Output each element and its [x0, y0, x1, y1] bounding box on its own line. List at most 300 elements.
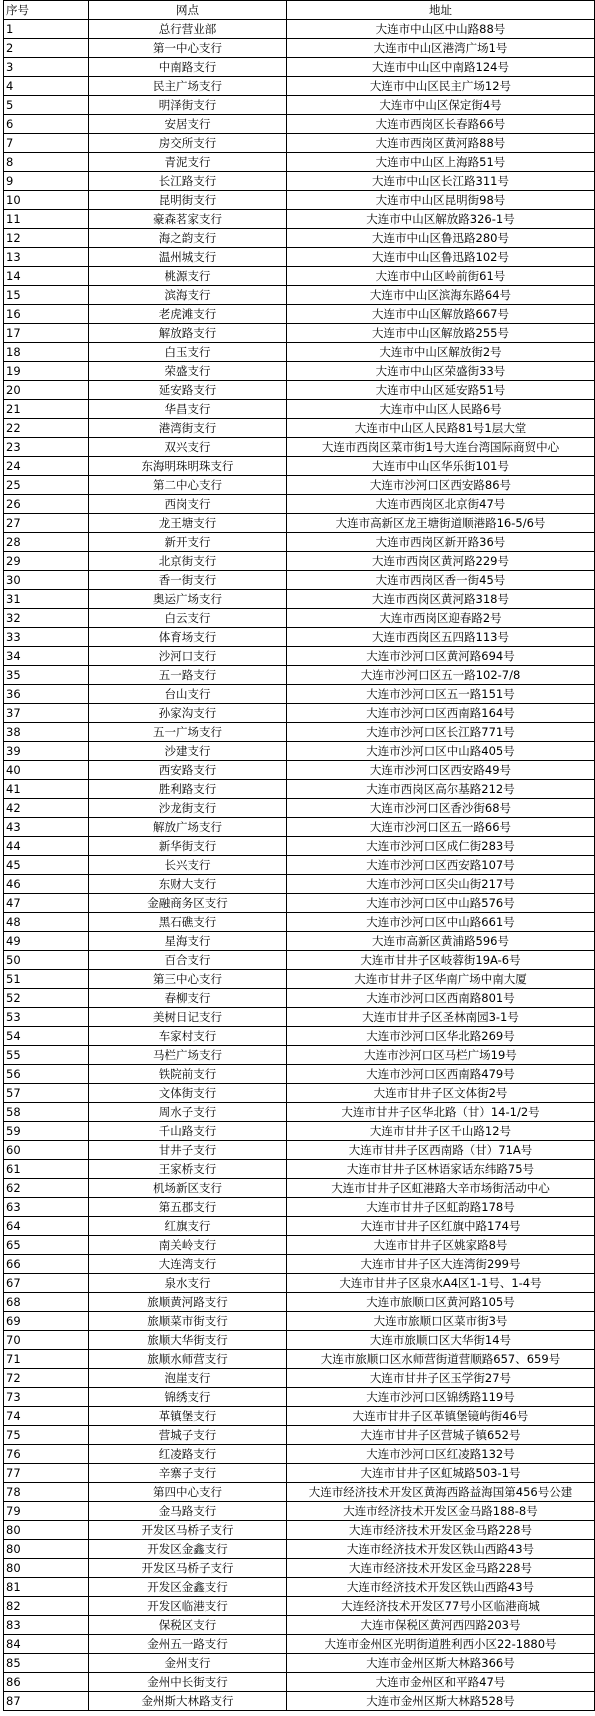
- row-number: 35: [4, 666, 89, 685]
- row-number: 67: [4, 1274, 89, 1293]
- table-row: [4, 305, 595, 324]
- outlet-name: 开发区马桥子支行: [89, 1521, 287, 1540]
- row-number: 65: [4, 1236, 89, 1255]
- row-number: 80: [4, 1540, 89, 1559]
- row-number: 38: [4, 723, 89, 742]
- outlet-name: 海之韵支行: [89, 229, 287, 248]
- outlet-address: 大连市沙河口区西安路49号: [287, 761, 595, 780]
- table-row: [4, 609, 595, 628]
- row-number: 63: [4, 1198, 89, 1217]
- row-number: 55: [4, 1046, 89, 1065]
- outlet-name: 开发区临港支行: [89, 1597, 287, 1616]
- outlet-name: 红凌路支行: [89, 1445, 287, 1464]
- outlet-name: 马栏广场支行: [89, 1046, 287, 1065]
- row-number: 33: [4, 628, 89, 647]
- outlet-name: 延安路支行: [89, 381, 287, 400]
- outlet-name: 锦绣支行: [89, 1388, 287, 1407]
- table-row: [4, 343, 595, 362]
- table-row: [4, 1521, 595, 1540]
- outlet-name: 荣盛支行: [89, 362, 287, 381]
- outlet-address: 大连市甘井子区大连湾街299号: [287, 1255, 595, 1274]
- row-number: 25: [4, 476, 89, 495]
- outlet-name: 南关岭支行: [89, 1236, 287, 1255]
- table-row: [4, 438, 595, 457]
- row-number: 16: [4, 305, 89, 324]
- table-row: [4, 742, 595, 761]
- row-number: 50: [4, 951, 89, 970]
- table-row: [4, 1654, 595, 1673]
- outlet-address: 大连市沙河口区中山路661号: [287, 913, 595, 932]
- table-row: [4, 1407, 595, 1426]
- outlet-address: 大连市甘井子区圣林南园3-1号: [287, 1008, 595, 1027]
- outlet-name: 金马路支行: [89, 1502, 287, 1521]
- table-row: [4, 267, 595, 286]
- row-number: 73: [4, 1388, 89, 1407]
- outlet-address: 大连市甘井子区革镇堡镜屿街46号: [287, 1407, 595, 1426]
- table-row: [4, 1483, 595, 1502]
- outlet-address: 大连市沙河口区锦绣路119号: [287, 1388, 595, 1407]
- row-number: 52: [4, 989, 89, 1008]
- row-number: 7: [4, 134, 89, 153]
- outlet-address: 大连市沙河口区红凌路132号: [287, 1445, 595, 1464]
- table-row: [4, 818, 595, 837]
- outlet-name: 港湾街支行: [89, 419, 287, 438]
- outlet-address: 大连市沙河口区黄河路694号: [287, 647, 595, 666]
- table-row: [4, 77, 595, 96]
- table-row: [4, 875, 595, 894]
- table-row: [4, 1331, 595, 1350]
- table-row: [4, 970, 595, 989]
- outlet-name: 新开支行: [89, 533, 287, 552]
- outlet-address: 大连市甘井子区虹港路大辛市场街活动中心: [287, 1179, 595, 1198]
- outlet-address: 大连市经济技术开发区金马路228号: [287, 1559, 595, 1578]
- table-row: [4, 476, 595, 495]
- row-number: 20: [4, 381, 89, 400]
- outlet-name: 金融商务区支行: [89, 894, 287, 913]
- table-row: [4, 1217, 595, 1236]
- outlet-name: 胜利路支行: [89, 780, 287, 799]
- outlet-address: 大连市沙河口区五一路66号: [287, 818, 595, 837]
- row-number: 21: [4, 400, 89, 419]
- header-row: [4, 1, 595, 20]
- table-row: [4, 837, 595, 856]
- table-row: [4, 1312, 595, 1331]
- table-row: [4, 780, 595, 799]
- table-row: [4, 913, 595, 932]
- table-row: [4, 1426, 595, 1445]
- table-row: [4, 96, 595, 115]
- table-row: [4, 989, 595, 1008]
- outlet-address: 大连市沙河口区马栏广场19号: [287, 1046, 595, 1065]
- table-row: [4, 362, 595, 381]
- outlet-name: 沙建支行: [89, 742, 287, 761]
- table-row: [4, 115, 595, 134]
- outlet-address: 大连市西岗区迎春路2号: [287, 609, 595, 628]
- row-number: 9: [4, 172, 89, 191]
- outlet-name: 王家桥支行: [89, 1160, 287, 1179]
- table-row: [4, 1179, 595, 1198]
- row-number: 30: [4, 571, 89, 590]
- outlet-address: 大连市中山区保定街4号: [287, 96, 595, 115]
- outlet-address: 大连市甘井子区林语家话东纬路75号: [287, 1160, 595, 1179]
- outlet-address: 大连市中山区鲁迅路280号: [287, 229, 595, 248]
- outlet-address: 大连市中山区华乐街101号: [287, 457, 595, 476]
- outlet-address: 大连市西岗区新开路36号: [287, 533, 595, 552]
- table-row: [4, 1103, 595, 1122]
- table-row: [4, 951, 595, 970]
- outlet-name: 沙河口支行: [89, 647, 287, 666]
- outlet-address: 大连市经济技术开发区黄海西路益海国第456号公建: [287, 1483, 595, 1502]
- outlet-address: 大连市沙河口区西南路801号: [287, 989, 595, 1008]
- outlet-address: 大连市经济技术开发区金马路228号: [287, 1521, 595, 1540]
- row-number: 60: [4, 1141, 89, 1160]
- outlet-name: 开发区金鑫支行: [89, 1540, 287, 1559]
- row-number: 48: [4, 913, 89, 932]
- table-row: [4, 324, 595, 343]
- outlet-name: 黑石礁支行: [89, 913, 287, 932]
- table-row: [4, 856, 595, 875]
- outlet-name: 金州五一路支行: [89, 1635, 287, 1654]
- outlet-address: 大连市沙河口区尖山街217号: [287, 875, 595, 894]
- table-row: [4, 229, 595, 248]
- outlet-name: 春柳支行: [89, 989, 287, 1008]
- outlet-name: 周水子支行: [89, 1103, 287, 1122]
- outlet-name: 青泥支行: [89, 153, 287, 172]
- table-row: [4, 1673, 595, 1692]
- outlet-name: 房交所支行: [89, 134, 287, 153]
- outlet-address: 大连市沙河口区华北路269号: [287, 1027, 595, 1046]
- outlet-address: 大连市甘井子区西南路（甘）71A号: [287, 1141, 595, 1160]
- table-row: [4, 552, 595, 571]
- outlet-name: 保税区支行: [89, 1616, 287, 1635]
- table-row: [4, 533, 595, 552]
- outlet-address: 大连市甘井子区虹韵路178号: [287, 1198, 595, 1217]
- outlet-address: 大连市甘井子区虹城路503-1号: [287, 1464, 595, 1483]
- table-row: [4, 1369, 595, 1388]
- row-number: 54: [4, 1027, 89, 1046]
- branch-table: [3, 0, 595, 1711]
- table-row: [4, 894, 595, 913]
- row-number: 58: [4, 1103, 89, 1122]
- outlet-address: 大连市西岗区五四路113号: [287, 628, 595, 647]
- outlet-name: 第四中心支行: [89, 1483, 287, 1502]
- row-number: 84: [4, 1635, 89, 1654]
- row-number: 32: [4, 609, 89, 628]
- outlet-name: 金州支行: [89, 1654, 287, 1673]
- outlet-name: 老虎滩支行: [89, 305, 287, 324]
- outlet-name: 金州斯大林路支行: [89, 1692, 287, 1711]
- outlet-address: 大连市旅顺口区菜市街3号: [287, 1312, 595, 1331]
- outlet-name: 第一中心支行: [89, 39, 287, 58]
- outlet-address: 大连经济技术开发区77号小区临港商城: [287, 1597, 595, 1616]
- row-number: 37: [4, 704, 89, 723]
- row-number: 49: [4, 932, 89, 951]
- outlet-name: 开发区金鑫支行: [89, 1578, 287, 1597]
- outlet-address: 大连市甘井子区营城子镇652号: [287, 1426, 595, 1445]
- table-row: [4, 1236, 595, 1255]
- row-number: 5: [4, 96, 89, 115]
- outlet-address: 大连市甘井子区华南广场中南大厦: [287, 970, 595, 989]
- row-number: 83: [4, 1616, 89, 1635]
- outlet-address: 大连市中山区解放路326-1号: [287, 210, 595, 229]
- outlet-name: 大连湾支行: [89, 1255, 287, 1274]
- outlet-name: 星海支行: [89, 932, 287, 951]
- row-number: 59: [4, 1122, 89, 1141]
- row-number: 12: [4, 229, 89, 248]
- outlet-address: 大连市西岗区高尔基路212号: [287, 780, 595, 799]
- row-number: 44: [4, 837, 89, 856]
- table-row: [4, 628, 595, 647]
- outlet-name: 美树日记支行: [89, 1008, 287, 1027]
- table-row: [4, 571, 595, 590]
- table-row: [4, 1445, 595, 1464]
- outlet-address: 大连市中山区解放街2号: [287, 343, 595, 362]
- outlet-name: 桃源支行: [89, 267, 287, 286]
- header-address: 地址: [287, 1, 595, 20]
- row-number: 17: [4, 324, 89, 343]
- outlet-address: 大连市甘井子区泉水A4区1-1号、1-4号: [287, 1274, 595, 1293]
- outlet-name: 千山路支行: [89, 1122, 287, 1141]
- outlet-address: 大连市保税区黄河西四路203号: [287, 1616, 595, 1635]
- outlet-address: 大连市甘井子区红旗中路174号: [287, 1217, 595, 1236]
- table-row: [4, 39, 595, 58]
- row-number: 43: [4, 818, 89, 837]
- row-number: 14: [4, 267, 89, 286]
- outlet-address: 大连市中山区中南路124号: [287, 58, 595, 77]
- outlet-address: 大连市中山区港湾广场1号: [287, 39, 595, 58]
- row-number: 11: [4, 210, 89, 229]
- table-row: [4, 704, 595, 723]
- outlet-name: 沙龙街支行: [89, 799, 287, 818]
- row-number: 3: [4, 58, 89, 77]
- outlet-address: 大连市经济技术开发区金马路188-8号: [287, 1502, 595, 1521]
- outlet-address: 大连市中山区延安路51号: [287, 381, 595, 400]
- table-row: [4, 248, 595, 267]
- outlet-address: 大连市甘井子区玉学街27号: [287, 1369, 595, 1388]
- outlet-name: 奥运广场支行: [89, 590, 287, 609]
- table-row: [4, 1464, 595, 1483]
- row-number: 22: [4, 419, 89, 438]
- row-number: 31: [4, 590, 89, 609]
- outlet-name: 辛寨子支行: [89, 1464, 287, 1483]
- table-row: [4, 932, 595, 951]
- row-number: 34: [4, 647, 89, 666]
- row-number: 39: [4, 742, 89, 761]
- table-row: [4, 1635, 595, 1654]
- outlet-address: 大连市金州区斯大林路528号: [287, 1692, 595, 1711]
- outlet-address: 大连市中山区荣盛街33号: [287, 362, 595, 381]
- row-number: 1: [4, 20, 89, 39]
- table-row: [4, 20, 595, 39]
- table-row: [4, 210, 595, 229]
- table-row: [4, 381, 595, 400]
- table-row: [4, 172, 595, 191]
- table-row: [4, 1559, 595, 1578]
- outlet-name: 机场新区支行: [89, 1179, 287, 1198]
- table-row: [4, 1084, 595, 1103]
- outlet-address: 大连市中山区解放路255号: [287, 324, 595, 343]
- outlet-address: 大连市金州区斯大林路366号: [287, 1654, 595, 1673]
- table-row: [4, 1502, 595, 1521]
- row-number: 86: [4, 1673, 89, 1692]
- table-row: [4, 761, 595, 780]
- row-number: 26: [4, 495, 89, 514]
- table-row: [4, 1008, 595, 1027]
- row-number: 29: [4, 552, 89, 571]
- outlet-address: 大连市中山区民主广场12号: [287, 77, 595, 96]
- outlet-address: 大连市高新区黄浦路596号: [287, 932, 595, 951]
- outlet-name: 革镇堡支行: [89, 1407, 287, 1426]
- outlet-address: 大连市沙河口区西南路479号: [287, 1065, 595, 1084]
- row-number: 42: [4, 799, 89, 818]
- table-row: [4, 685, 595, 704]
- row-number: 51: [4, 970, 89, 989]
- outlet-address: 大连市沙河口区五一路151号: [287, 685, 595, 704]
- outlet-address: 大连市经济技术开发区铁山西路43号: [287, 1578, 595, 1597]
- table-row: [4, 799, 595, 818]
- row-number: 47: [4, 894, 89, 913]
- table-row: [4, 134, 595, 153]
- row-number: 8: [4, 153, 89, 172]
- outlet-name: 温州城支行: [89, 248, 287, 267]
- table-row: [4, 1198, 595, 1217]
- row-number: 72: [4, 1369, 89, 1388]
- outlet-name: 营城子支行: [89, 1426, 287, 1445]
- table-row: [4, 400, 595, 419]
- outlet-name: 龙王塘支行: [89, 514, 287, 533]
- table-row: [4, 419, 595, 438]
- row-number: 2: [4, 39, 89, 58]
- table-row: [4, 1616, 595, 1635]
- outlet-address: 大连市沙河口区长江路771号: [287, 723, 595, 742]
- row-number: 87: [4, 1692, 89, 1711]
- outlet-name: 民主广场支行: [89, 77, 287, 96]
- row-number: 41: [4, 780, 89, 799]
- outlet-address: 大连市中山区滨海东路64号: [287, 286, 595, 305]
- outlet-name: 中南路支行: [89, 58, 287, 77]
- outlet-name: 五一广场支行: [89, 723, 287, 742]
- outlet-name: 东财大支行: [89, 875, 287, 894]
- row-number: 56: [4, 1065, 89, 1084]
- table-row: [4, 1160, 595, 1179]
- outlet-address: 大连市中山区中山路88号: [287, 20, 595, 39]
- table-row: [4, 1350, 595, 1369]
- outlet-address: 大连市金州区和平路47号: [287, 1673, 595, 1692]
- outlet-name: 孙家沟支行: [89, 704, 287, 723]
- outlet-address: 大连市经济技术开发区铁山西路43号: [287, 1540, 595, 1559]
- outlet-address: 大连市中山区人民路6号: [287, 400, 595, 419]
- row-number: 40: [4, 761, 89, 780]
- table-row: [4, 647, 595, 666]
- outlet-name: 红旗支行: [89, 1217, 287, 1236]
- row-number: 70: [4, 1331, 89, 1350]
- row-number: 46: [4, 875, 89, 894]
- outlet-name: 香一街支行: [89, 571, 287, 590]
- row-number: 24: [4, 457, 89, 476]
- outlet-name: 总行营业部: [89, 20, 287, 39]
- row-number: 15: [4, 286, 89, 305]
- outlet-address: 大连市中山区昆明街98号: [287, 191, 595, 210]
- outlet-name: 第五郡支行: [89, 1198, 287, 1217]
- row-number: 74: [4, 1407, 89, 1426]
- table-row: [4, 1065, 595, 1084]
- table-row: [4, 590, 595, 609]
- row-number: 80: [4, 1521, 89, 1540]
- table-body: [4, 20, 595, 1711]
- outlet-name: 旅顺黄河路支行: [89, 1293, 287, 1312]
- table-row: [4, 153, 595, 172]
- row-number: 23: [4, 438, 89, 457]
- outlet-name: 昆明街支行: [89, 191, 287, 210]
- table-row: [4, 723, 595, 742]
- outlet-address: 大连市中山区鲁迅路102号: [287, 248, 595, 267]
- table-row: [4, 457, 595, 476]
- outlet-name: 金州中长街支行: [89, 1673, 287, 1692]
- row-number: 66: [4, 1255, 89, 1274]
- table-row: [4, 495, 595, 514]
- outlet-name: 白玉支行: [89, 343, 287, 362]
- outlet-address: 大连市西岗区北京街47号: [287, 495, 595, 514]
- table-row: [4, 1540, 595, 1559]
- outlet-name: 旅顺大华街支行: [89, 1331, 287, 1350]
- outlet-address: 大连市中山区解放路667号: [287, 305, 595, 324]
- outlet-address: 大连市西岗区黄河路318号: [287, 590, 595, 609]
- table-row: [4, 1578, 595, 1597]
- table-row: [4, 286, 595, 305]
- outlet-address: 大连市沙河口区香沙街68号: [287, 799, 595, 818]
- row-number: 79: [4, 1502, 89, 1521]
- outlet-address: 大连市旅顺口区黄河路105号: [287, 1293, 595, 1312]
- outlet-address: 大连市西岗区菜市街1号大连台湾国际商贸中心: [287, 438, 595, 457]
- row-number: 80: [4, 1559, 89, 1578]
- row-number: 13: [4, 248, 89, 267]
- outlet-name: 豪森茗家支行: [89, 210, 287, 229]
- header-outlet: 网点: [89, 1, 287, 20]
- outlet-address: 大连市沙河口区西南路164号: [287, 704, 595, 723]
- outlet-name: 安居支行: [89, 115, 287, 134]
- row-number: 53: [4, 1008, 89, 1027]
- outlet-name: 泡崖支行: [89, 1369, 287, 1388]
- outlet-address: 大连市沙河口区中山路576号: [287, 894, 595, 913]
- row-number: 71: [4, 1350, 89, 1369]
- outlet-address: 大连市中山区长江路311号: [287, 172, 595, 191]
- outlet-address: 大连市高新区龙王塘街道顺港路16-5/6号: [287, 514, 595, 533]
- table-row: [4, 1597, 595, 1616]
- outlet-address: 大连市沙河口区成仁街283号: [287, 837, 595, 856]
- outlet-name: 双兴支行: [89, 438, 287, 457]
- table-row: [4, 1293, 595, 1312]
- outlet-name: 旅顺菜市街支行: [89, 1312, 287, 1331]
- row-number: 6: [4, 115, 89, 134]
- outlet-address: 大连市甘井子区千山路12号: [287, 1122, 595, 1141]
- row-number: 28: [4, 533, 89, 552]
- table-row: [4, 1274, 595, 1293]
- table-row: [4, 1141, 595, 1160]
- outlet-name: 新华街支行: [89, 837, 287, 856]
- table-row: [4, 1255, 595, 1274]
- outlet-address: 大连市沙河口区中山路405号: [287, 742, 595, 761]
- outlet-address: 大连市西岗区黄河路88号: [287, 134, 595, 153]
- outlet-name: 解放广场支行: [89, 818, 287, 837]
- outlet-address: 大连市金州区光明街道胜利西小区22-1880号: [287, 1635, 595, 1654]
- row-number: 19: [4, 362, 89, 381]
- outlet-name: 旅顺水师营支行: [89, 1350, 287, 1369]
- row-number: 64: [4, 1217, 89, 1236]
- row-number: 45: [4, 856, 89, 875]
- row-number: 27: [4, 514, 89, 533]
- row-number: 4: [4, 77, 89, 96]
- row-number: 18: [4, 343, 89, 362]
